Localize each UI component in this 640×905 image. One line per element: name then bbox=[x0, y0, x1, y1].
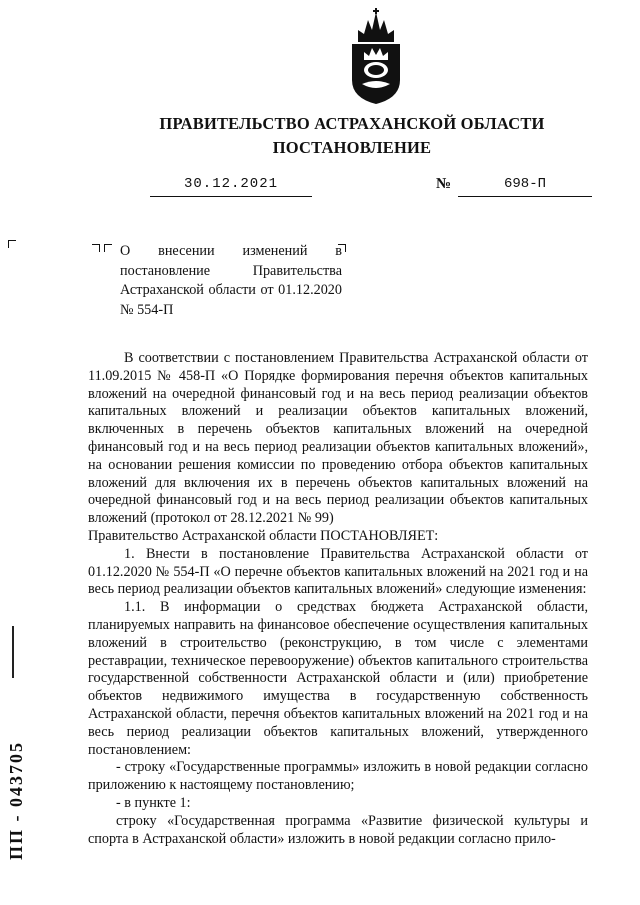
margin-line bbox=[12, 626, 14, 678]
document-body bbox=[88, 350, 588, 848]
coat-of-arms-icon bbox=[348, 8, 404, 106]
document-header bbox=[0, 112, 640, 160]
paragraph-item-1: 1. Внести в постановление Правительства Астраханской области от 01.12.2020 № 554-П «О перечне объектов капитальных вложений на 2021 год и на весь период реализации объектов капитальных вложений» следующие изменения: bbox=[88, 545, 588, 598]
number-label: № bbox=[436, 176, 452, 192]
paragraph-bullet-point-1: - в пункте 1: bbox=[116, 794, 191, 811]
paragraph-bullet-programs: - строку «Государственные программы» изложить в новой редакции согласно приложению к настоящему постановлению; bbox=[88, 759, 588, 794]
corner-bracket-icon bbox=[8, 240, 16, 248]
serial-number bbox=[2, 700, 28, 860]
serial-number-text: ПП - 043705 bbox=[6, 741, 26, 860]
document-title: О внесении изменений в постановление Правительства Астраханской области от 01.12.2020 № 554-П bbox=[120, 243, 342, 318]
corner-bracket-icon bbox=[104, 244, 112, 252]
document-date: 30.12.2021 bbox=[150, 176, 312, 197]
document-type: ПОСТАНОВЛЕНИЕ bbox=[272, 138, 432, 157]
paragraph-resolves: Правительство Астраханской области ПОСТАНОВЛЯЕТ: bbox=[88, 527, 439, 544]
document-number: 698-П bbox=[458, 176, 592, 197]
paragraph-sport-program: строку «Государственная программа «Развитие физической культуры и спорта в Астраханской области» изложить в новой редакции согласно прило- bbox=[88, 812, 588, 847]
paragraph-preamble: В соответствии с постановлением Правительства Астраханской области от 11.09.2015 № 458-П «О Порядке формирования перечня объектов капитальных вложений на очередной финансовый год и на весь период реализации объектов капитальных вложений и реализации объектов капитальных вложений, включенных в перечень объектов капитальных вложений на очередной финансовый год и на весь период реализации объектов капитальных вложений», на основании решения комиссии по проведению отбора объектов капитальных вложений для включения их в перечень объектов капитальных вложений на очередной финансовый год и на весь период реализации объектов капитальных вложений (протокол от 28.12.2021 № 99) bbox=[88, 350, 588, 527]
corner-bracket-icon bbox=[92, 244, 100, 252]
organization-name: ПРАВИТЕЛЬСТВО АСТРАХАНСКОЙ ОБЛАСТИ bbox=[159, 114, 545, 133]
paragraph-item-1-1: 1.1. В информации о средствах бюджета Астраханской области, планируемых направить на финансовое обеспечение осуществления капитальных вложений в строительство (реконструкцию, в том числе с элементами реставрации, техническое перевооружение) объектов капитального строительства государственной собственности Астраханской области и (или) приобретение объектов недвижимого имущества в государственную собственность Астраханской области, перечня объектов капитальных вложений на 2021 год и на весь период реализации объектов капитальных вложений, утвержденного постановлением: bbox=[88, 599, 588, 758]
